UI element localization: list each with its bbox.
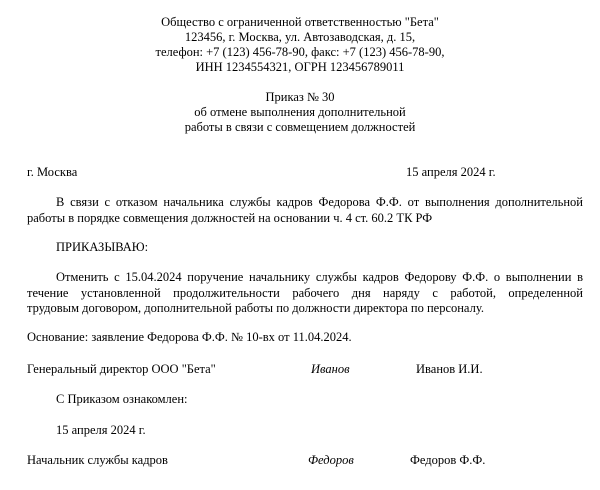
acknowledgement-label: С Приказом ознакомлен: (56, 392, 188, 406)
hr-signature: Федоров (308, 453, 354, 467)
place-city: г. Москва (27, 165, 78, 179)
acknowledgement-date: 15 апреля 2024 г. (56, 423, 146, 437)
hr-name: Федоров Ф.Ф. (410, 453, 486, 467)
reason-line: работы в порядке совмещения должностей на основании ч. 4 ст. 60.2 ТК РФ (27, 210, 433, 225)
reason-line: В связи с отказом начальника службы кадров Федорова Ф.Ф. от выполнения дополнительной (56, 195, 583, 209)
order-number: Приказ № 30 (265, 90, 335, 104)
order-paragraph (27, 270, 583, 317)
order-word: ПРИКАЗЫВАЮ: (56, 240, 149, 254)
reason-paragraph (27, 195, 583, 226)
director-name: Иванов И.И. (416, 362, 483, 376)
order-basis: Основание: заявление Федорова Ф.Ф. № 10-вх от 11.04.2024. (27, 330, 352, 344)
order-line: Отменить с 15.04.2024 поручение начальнику службы кадров Федорову Ф.Ф. о выполнении в (56, 270, 583, 284)
director-signature: Иванов (311, 362, 350, 376)
org-name: Общество с ограниченной ответственностью "Бета" (161, 15, 439, 29)
order-subject-line1: об отмене выполнения дополнительной (194, 105, 406, 119)
org-address: 123456, г. Москва, ул. Автозаводская, д. 15, (184, 30, 416, 44)
director-position: Генеральный директор ООО "Бета" (27, 362, 216, 376)
hr-position: Начальник службы кадров (27, 453, 168, 467)
order-line: течение установленной продолжительности рабочего дня наряду с работой, определенной (27, 285, 583, 300)
org-phone-fax: телефон: +7 (123) 456-78-90, факс: +7 (123) 456-78-90, (155, 45, 445, 59)
order-line: трудовым договором, дополнительной работы по должности директора по персоналу. (27, 301, 484, 315)
order-subject-line2: работы в связи с совмещением должностей (184, 120, 416, 134)
order-date: 15 апреля 2024 г. (406, 165, 496, 179)
org-ids: ИНН 1234554321, ОГРН 123456789011 (195, 60, 405, 74)
